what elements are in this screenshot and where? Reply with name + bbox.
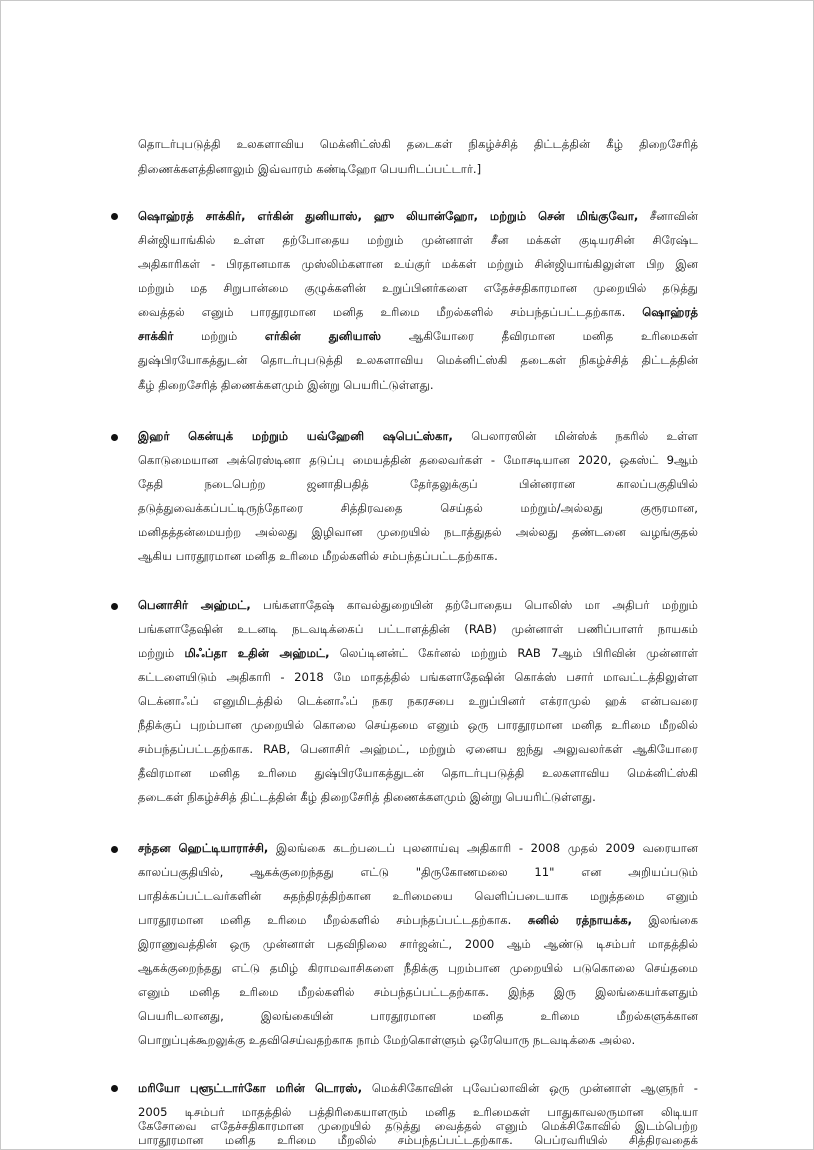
- person-name: எர்கின் துனியாஸ்: [264, 329, 382, 343]
- paragraph-line: பாதிக்கப்பட்டவர்களின் சுதந்திரத்திற்கான உரிமையை வெளிப்படையாக மறுத்தமை எனும்: [138, 889, 698, 903]
- person-name: மிஃப்தா உதின் அஹ்மட்,: [184, 646, 330, 660]
- intro-line: திணைக்களத்தினாலும் இவ்வாரம் கண்டிஹோ பெயரிடப்பட்டார்.]: [138, 162, 482, 176]
- bullet-icon: [111, 213, 118, 220]
- paragraph-line: நீதிக்குப் புறம்பான முறையில் கொலை செய்தமை எனும் ஒரு பாரதூரமான மனித உரிமை மீறலில்: [138, 718, 698, 732]
- person-name: சாக்கிர்: [138, 329, 174, 343]
- paragraph-line: ஆகக்குறைந்தது எட்டு தமிழ் கிராமவாசிகளை நீதிக்கு புறம்பான முறையில் படுகொலை செய்தமை: [138, 961, 698, 975]
- person-name: ஷொஹ்ரத்: [642, 305, 698, 319]
- intro-line: தொடர்புபடுத்தி உலகளாவிய மெக்னிட்ஸ்கி தடைகள் நிகழ்ச்சித் திட்டத்தின் கீழ் திறைசேரித்: [138, 137, 698, 151]
- paragraph-line: காலப்பகுதியில், ஆகக்குறைந்தது எட்டு "திருகோணமலை 11" என அறியப்படும்: [138, 865, 698, 879]
- text-span: மெக்சிகோவின் புவேப்லாவின் ஒரு முன்னாள் ஆளுநர் -: [362, 1081, 698, 1095]
- text-span: இலங்கை: [632, 913, 698, 927]
- paragraph-line: டெக்னாஃப் எனுமிடத்தில் டெக்னாஃப் நகர நகரசபை உறுப்பினர் எக்ராமுல் ஹக் என்பவரை: [138, 694, 698, 708]
- paragraph-line: கீழ் திறைசேரித் திணைக்களமும் இன்று பெயரிட்டுள்ளது.: [138, 378, 434, 392]
- text-span: மற்றும்: [138, 646, 185, 660]
- paragraph-line: தடைகள் நிகழ்ச்சித் திட்டத்தின் கீழ் திறைசேரித் திணைக்களமும் இன்று பெயரிட்டுள்ளது.: [138, 790, 596, 804]
- person-name: இஹர் கென்யுக் மற்றும் யவ்ஹேனி ஷபெட்ஸ்கா,: [138, 429, 453, 443]
- paragraph-line: [138, 912, 698, 928]
- bullet-icon: [111, 434, 118, 441]
- bullet-icon: [111, 1085, 118, 1092]
- paragraph-line: சம்பந்தப்பட்டதற்காக. RAB, பெனாசிர் அஹ்மட், மற்றும் ஏனைய ஐந்து அலுவலர்கள் ஆகியோரை: [138, 742, 698, 756]
- text-span: இலங்கை கடற்படைப் புலனாய்வு அதிகாரி - 2008 முதல் 2009 வரையான: [268, 841, 698, 855]
- paragraph-line: [138, 428, 698, 444]
- paragraph-line: கேசோவை எதேச்சதிகாரமான முறையில் தடுத்து வைத்தல் எனும் மெக்சிகோவில் இடம்பெற்ற: [138, 1119, 698, 1133]
- paragraph-line: [138, 304, 698, 320]
- paragraph-line: தடுத்துவைக்கப்பட்டிருந்தோரை சித்திரவதை செய்தல் மற்றும்/அல்லது குரூரமான,: [138, 501, 698, 515]
- paragraph-line: பாரதூரமான மனித உரிமை மீறலில் சம்பந்தப்பட்டதற்காக. பெப்ரவரியில் சித்திரவதைக்: [138, 1133, 698, 1147]
- text-span: பங்களாதேஷ் காவல்துறையின் தற்போதைய பொலிஸ் மா அதிபர் மற்றும்: [250, 598, 698, 612]
- paragraph-line: இராணுவத்தின் ஒரு முன்னாள் பதவிநிலை சார்ஜன்ட், 2000 ஆம் ஆண்டு டிசம்பர் மாதத்தில்: [138, 937, 698, 951]
- paragraph-line: [138, 208, 698, 224]
- text-span: பாரதூரமான மனித உரிமை மீறல்களில் சம்பந்தப்பட்டதற்காக.: [138, 913, 528, 927]
- paragraph-line: [138, 1080, 698, 1096]
- paragraph-line: 2005 டிசம்பர் மாதத்தில் பத்திரிகையாளரும் மனித உரிமைகள் பாதுகாவலருமான லிடியா: [138, 1105, 698, 1119]
- paragraph-line: துஷ்பிரயோகத்துடன் தொடர்புபடுத்தி உலகளாவிய மெக்னிட்ஸ்கி தடைகள் நிகழ்ச்சித் திட்டத்தின்: [138, 353, 698, 367]
- paragraph-line: பொறுப்புக்கூறலுக்கு உதவிசெய்வதற்காக நாம் மேற்கொள்ளும் ஒரேயொரு நடவடிக்கை அல்ல.: [138, 1033, 636, 1047]
- paragraph-line: தீவிரமான மனித உரிமை துஷ்பிரயோகத்துடன் தொடர்புபடுத்தி உலகளாவிய மெக்னிட்ஸ்கி: [138, 766, 698, 780]
- text-span: பெலாரஸின் மின்ஸ்க் நகரில் உள்ள: [452, 429, 698, 443]
- person-name: பெனாசிர் அஹ்மட்,: [138, 598, 251, 612]
- bullet-icon: [111, 603, 118, 610]
- paragraph-line: பெயரிடலானது, இலங்கையின் பாரதூரமான மனித உரிமை மீறல்களுக்கான: [138, 1009, 698, 1023]
- paragraph-line: எனும் மனித உரிமை மீறல்களில் சம்பந்தப்பட்டதற்காக. இந்த இரு இலங்கையர்களதும்: [138, 985, 698, 999]
- text-span: வைத்தல் எனும் பாரதூரமான மனித உரிமை மீறல்களில் சம்பந்தப்பட்டதற்காக.: [138, 305, 643, 319]
- paragraph-line: மனிதத்தன்மையற்ற அல்லது இழிவான முறையில் நடாத்துதல் அல்லது தண்டனை வழங்குதல்: [138, 525, 698, 539]
- person-name: சந்தன ஹெட்டியாராச்சி,: [138, 841, 269, 855]
- paragraph-line: கட்டளையிடும் அதிகாரி - 2018 மே மாதத்தில் பங்களாதேஷின் கொக்ஸ் பசார் மாவட்டத்திலுள்ள: [138, 670, 698, 684]
- paragraph-line: தேதி நடைபெற்ற ஜனாதிபதித் தேர்தலுக்குப் பின்னரான காலப்பகுதியில்: [138, 477, 698, 491]
- paragraph-line: பங்களாதேஷின் உடனடி நடவடிக்கைப் பட்டாளத்தின் (RAB) முன்னாள் பணிப்பாளர் நாயகம்: [138, 622, 698, 636]
- paragraph-line: அதிகாரிகள் - பிரதானமாக முஸ்லிம்களான உய்குர் மக்கள் மற்றும் சின்ஜியாங்கிலுள்ள பிற இன: [138, 257, 698, 271]
- text-span: மற்றும்: [173, 329, 265, 343]
- paragraph-line: [138, 328, 698, 344]
- paragraph-line: [138, 597, 698, 613]
- paragraph-line: மற்றும் மத சிறுபான்மை குழுக்களின் உறுப்பினர்களை எதேச்சதிகாரமான முறையில் தடுத்து: [138, 281, 698, 295]
- person-name: ஷொஹ்ரத் சாக்கிர், எர்கின் துனியாஸ், ஹு லியான்ஹோ, மற்றும் சென் மிங்குவோ,: [138, 209, 639, 223]
- text-span: லெப்டினன்ட் கேர்னல் மற்றும் RAB 7ஆம் பிரிவின் முன்னாள்: [329, 646, 698, 660]
- paragraph-line: [138, 645, 698, 661]
- bullet-icon: [111, 846, 118, 853]
- person-name: சுனில் ரத்நாயக்க,: [527, 913, 633, 927]
- paragraph-line: ஆகிய பாரதூரமான மனித உரிமை மீறல்களில் சம்பந்தப்பட்டதற்காக.: [138, 549, 498, 563]
- person-name: மரியோ புளூட்டார்கோ மரின் டொரஸ்,: [138, 1081, 363, 1095]
- paragraph-line: கொடுமையான அக்ரெஸ்டினா தடுப்பு மையத்தின் தலைவர்கள் - மோசடியான 2020, ஒகஸ்ட் 9ஆம்: [138, 453, 698, 467]
- text-span: ஆகியோரை தீவிரமான மனித உரிமைகள்: [381, 329, 698, 343]
- paragraph-line: [138, 840, 698, 856]
- text-span: சீனாவின்: [638, 209, 698, 223]
- paragraph-line: சின்ஜியாங்கில் உள்ள தற்போதைய மற்றும் முன்னாள் சீன மக்கள் குடியரசின் சிரேஷ்ட: [138, 233, 698, 247]
